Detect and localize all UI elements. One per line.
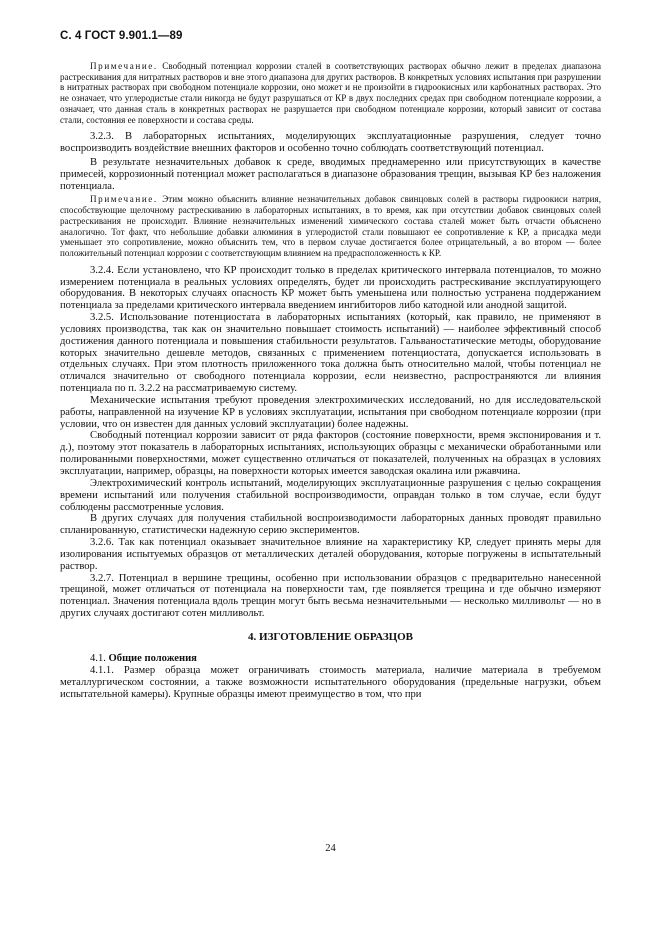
paragraph-4-1-1: 4.1.1. Размер образца может ограничивать стоимость материала, наличие материала в требуемом металлургическом состоянии, а также возможности испытательного оборудования (предельные нагрузки, объем испытательной камеры). Крупные образцы имеют преимущество в том, что при [60, 664, 601, 700]
paragraph-3-2-3: 3.2.3. В лабораторных испытаниях, моделирующих эксплуатационные разрушения, следует точно воспроизводить воздействие внешних факторов и особенно точно соблюдать соответствующий потенциал. [60, 131, 601, 155]
subsection-title: Общие положения [108, 652, 197, 664]
paragraph-3-2-6: 3.2.6. Так как потенциал оказывает значительное влияние на характеристику КР, следует принять меры для изолирования испытуемых образцов от металлических деталей оборудования, которые погружены в испытательный раствор. [60, 537, 601, 572]
note-paragraph [60, 61, 601, 125]
page-header: С. 4 ГОСТ 9.901.1—89 [60, 30, 183, 42]
note-text: Свободный потенциал коррозии сталей в соответствующих растворах обычно лежит в пределах диапазона растрескивания для нитратных растворов и вне этого диапазона для других растворов. В конкретных условиях испытания при разрушении в нитратных растворах при свободном потенциале коррозии, оно может и не произойти в гидроокисных или карбонатных растворах. Это не означает, что углеродистые стали никогда не будут разрушаться от КР в двух последних средах при свободном потенциале коррозии, а означает, что данная сталь в конкретных растворах не разрушается при свободном потенциале коррозии, который зависит от состава стали, состояния ее поверхности и состава среды. [60, 61, 601, 125]
subsection-heading [60, 653, 601, 665]
note-paragraph [60, 194, 601, 258]
note-lead: Примечание. [90, 61, 158, 71]
paragraph-3-2-5: 3.2.5. Использование потенциостата в лабораторных испытаниях (который, как правило, не применяют в условиях производства, так как он значительно повышает стоимость испытаний) — наиболее эффективный способ достижения данного потенциала и повышения стабильности результатов. Гальваностатические методы, оборудование которых значительно дешевле методов, связанных с применением потенциостата, допускается использовать в отдельных случаях. При этом плотность приложенного тока должна быть относительно малой, чтобы потенциал не отличался значительно от свободного потенциала коррозии, если неизвестно, распространяются ли влияния потенциала по п. 3.2.2 на рассматриваемую систему. [60, 312, 601, 395]
document-page [60, 30, 601, 700]
paragraph-mechanical: Механические испытания требуют проведения электрохимических исследований, но для исследовательской работы, направленной на изучение КР в условиях эксплуатации, испытания при свободном потенциале коррозии (при условии, что он известен для данных условий эксплуатации) более надежны. [60, 394, 601, 430]
paragraph-free-potential: Свободный потенциал коррозии зависит от ряда факторов (состояние поверхности, время экспонирования и т. д.), поэтому этот показатель в лабораторных испытаниях, использующих образцы с механически обработанными или полированными поверхностями, может существенно отличаться от показателей, полученных на образцах в условиях эксплуатации, например, образцы, на поверхности которых имеется заводская окалина или ржавчина. [60, 430, 601, 477]
note-lead: Примечание. [90, 194, 158, 205]
page-number: 24 [325, 843, 336, 854]
paragraph-other-cases: В других случаях для получения стабильной воспроизводимости лабораторных данных проводят правильно спланированную, статистически надежную серию экспериментов. [60, 513, 601, 537]
paragraph-3-2-4: 3.2.4. Если установлено, что КР происходит только в пределах критического интервала потенциалов, то можно измерением потенциала в реальных условиях определять, будет ли происходить растрескивание эксплуатирующего оборудования. В некоторых случаях опасность КР может быть уменьшена или полностью устранена поддержанием потенциала за пределами критического интервала введением ингибиторов либо катодной или анодной защитой. [60, 264, 601, 312]
paragraph-result: В результате незначительных добавок к среде, вводимых преднамеренно или присутствующих в качестве примесей, коррозионный потенциал может располагаться в диапазоне образования трещин, вызывая КР без наложения потенциала. [60, 156, 601, 192]
paragraph-electrochemical: Электрохимический контроль испытаний, моделирующих эксплуатационные разрушения с целью сокращения времени испытаний или получения стабильной воспроизводимости, оправдан только в том случае, если будут соблюдены рассмотренные условия. [60, 477, 601, 513]
paragraph-3-2-7: 3.2.7. Потенциал в вершине трещины, особенно при использовании образцов с предварительно нанесенной трещиной, может отличаться от потенциала на поверхности там, где появляется трещина и где обычно измеряют потенциал. Значения потенциала вдоль трещин могут быть весьма незначительными — несколько милливольт — но в других случаях достигают сотен милливольт. [60, 572, 601, 620]
subsection-number: 4.1. [90, 652, 109, 664]
note-text: Этим можно объяснить влияние незначительных добавок свинцовых солей в растворы гидроокиси натрия, способствующие щелочному растрескиванию в лабораторных испытаниях, в то время, как при отсутствии добавок свинцовых солей растрескивания не происходит. Влияние незначительных изменений химического состава сталей может быть отчасти объяснено аналогично. Тот факт, что небольшие добавки алюминия в углеродистой стали повышают ее сопротивление к КР, а присадка меди уменьшает это сопротивление, можно объяснить тем, что в первом случае достигается более отрицательный, а во втором — более положительный потенциал коррозии с соответствующим влиянием на предрасположенность к КР. [60, 194, 601, 258]
section-title: 4. ИЗГОТОВЛЕНИЕ ОБРАЗЦОВ [248, 630, 413, 643]
